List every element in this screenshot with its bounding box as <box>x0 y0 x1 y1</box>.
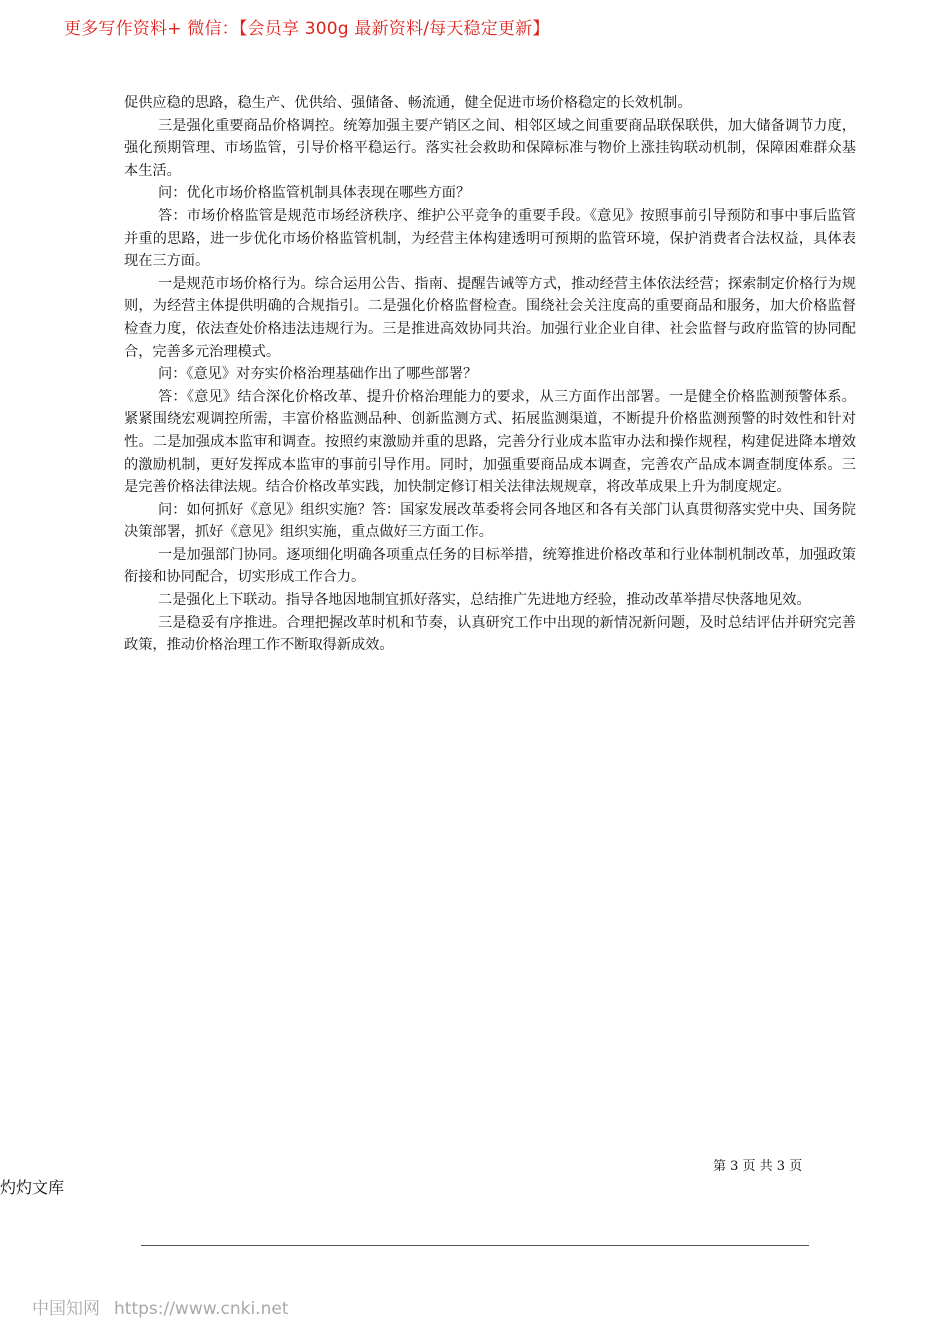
footer-divider <box>141 1245 809 1246</box>
answer-paragraph: 答：市场价格监管是规范市场经济秩序、维护公平竞争的重要手段。《意见》按照事前引导预防和事中事后监管并重的思路，进一步优化市场价格监管机制，为经营主体构建透明可预期的监管环境，保护消费者合法权益，具体表现在三方面。 <box>124 207 856 270</box>
paragraph: 一是加强部门协同。逐项细化明确各项重点任务的目标举措，统筹推进价格改革和行业体制机制改革，加强政策衔接和协同配合，切实形成工作合力。 <box>124 546 856 586</box>
question-paragraph: 问：优化市场价格监管机制具体表现在哪些方面？ <box>158 185 471 202</box>
question-paragraph: 问：如何抓好《意见》组织实施？答：国家发展改革委将会同各地区和各有关部门认真贯彻落实党中央、国务院决策部署，抓好《意见》组织实施，重点做好三方面工作。 <box>124 501 856 541</box>
paragraph: 三是强化重要商品价格调控。统筹加强主要产销区之间、相邻区域之间重要商品联保联供，加大储备调节力度，强化预期管理、市场监管，引导价格平稳运行。落实社会救助和保障标准与物价上涨挂钩联动机制，保障困难群众基本生活。 <box>124 117 856 179</box>
answer-paragraph: 答：《意见》结合深化价格改革、提升价格治理能力的要求，从三方面作出部署。一是健全价格监测预警体系。紧紧围绕宏观调控所需，丰富价格监测品种、创新监测方式、拓展监测渠道，不断提升价格监测预警的时效性和针对性。二是加强成本监审和调查。按照约束激励并重的思路，完善分行业成本监审办法和操作规程，构建促进降本增效的激励机制，更好发挥成本监审的事前引导作用。同时，加强重要商品成本调查，完善农产品成本调查制度体系。三是完善价格法律法规。结合价格改革实践，加快制定修订相关法律法规规章，将改革成果上升为制度规定。 <box>124 388 856 496</box>
question-paragraph: 问：《意见》对夯实价格治理基础作出了哪些部署？ <box>158 366 478 383</box>
document-body <box>124 92 856 657</box>
watermark-url: https://www.cnki.net <box>114 1299 289 1319</box>
paragraph: 二是强化上下联动。指导各地因地制宜抓好落实，总结推广先进地方经验，推动改革举措尽快落地见效。 <box>158 592 811 609</box>
header-banner: 更多写作资料+ 微信：【会员享 300g 最新资料/每天稳定更新】 <box>64 19 550 39</box>
paragraph: 促供应稳的思路，稳生产、优供给、强储备、畅流通，健全促进市场价格稳定的长效机制。 <box>124 95 692 111</box>
library-name: 灼灼文库 <box>0 1178 65 1197</box>
watermark-brand: 中国知网 <box>32 1299 100 1319</box>
watermark <box>32 1294 288 1319</box>
paragraph: 三是稳妥有序推进。合理把握改革时机和节奏，认真研究工作中出现的新情况新问题，及时总结评估并研究完善政策，推动价格治理工作不断取得新成效。 <box>124 614 856 654</box>
paragraph: 一是规范市场价格行为。综合运用公告、指南、提醒告诫等方式，推动经营主体依法经营；探索制定价格行为规则，为经营主体提供明确的合规指引。二是强化价格监督检查。围绕社会关注度高的重要商品和服务，加大价格监督检查力度，依法查处价格违法违规行为。三是推进高效协同共治。加强行业企业自律、社会监督与政府监管的协同配合，完善多元治理模式。 <box>124 275 856 360</box>
page-number: 第 3 页 共 3 页 <box>713 1159 803 1174</box>
